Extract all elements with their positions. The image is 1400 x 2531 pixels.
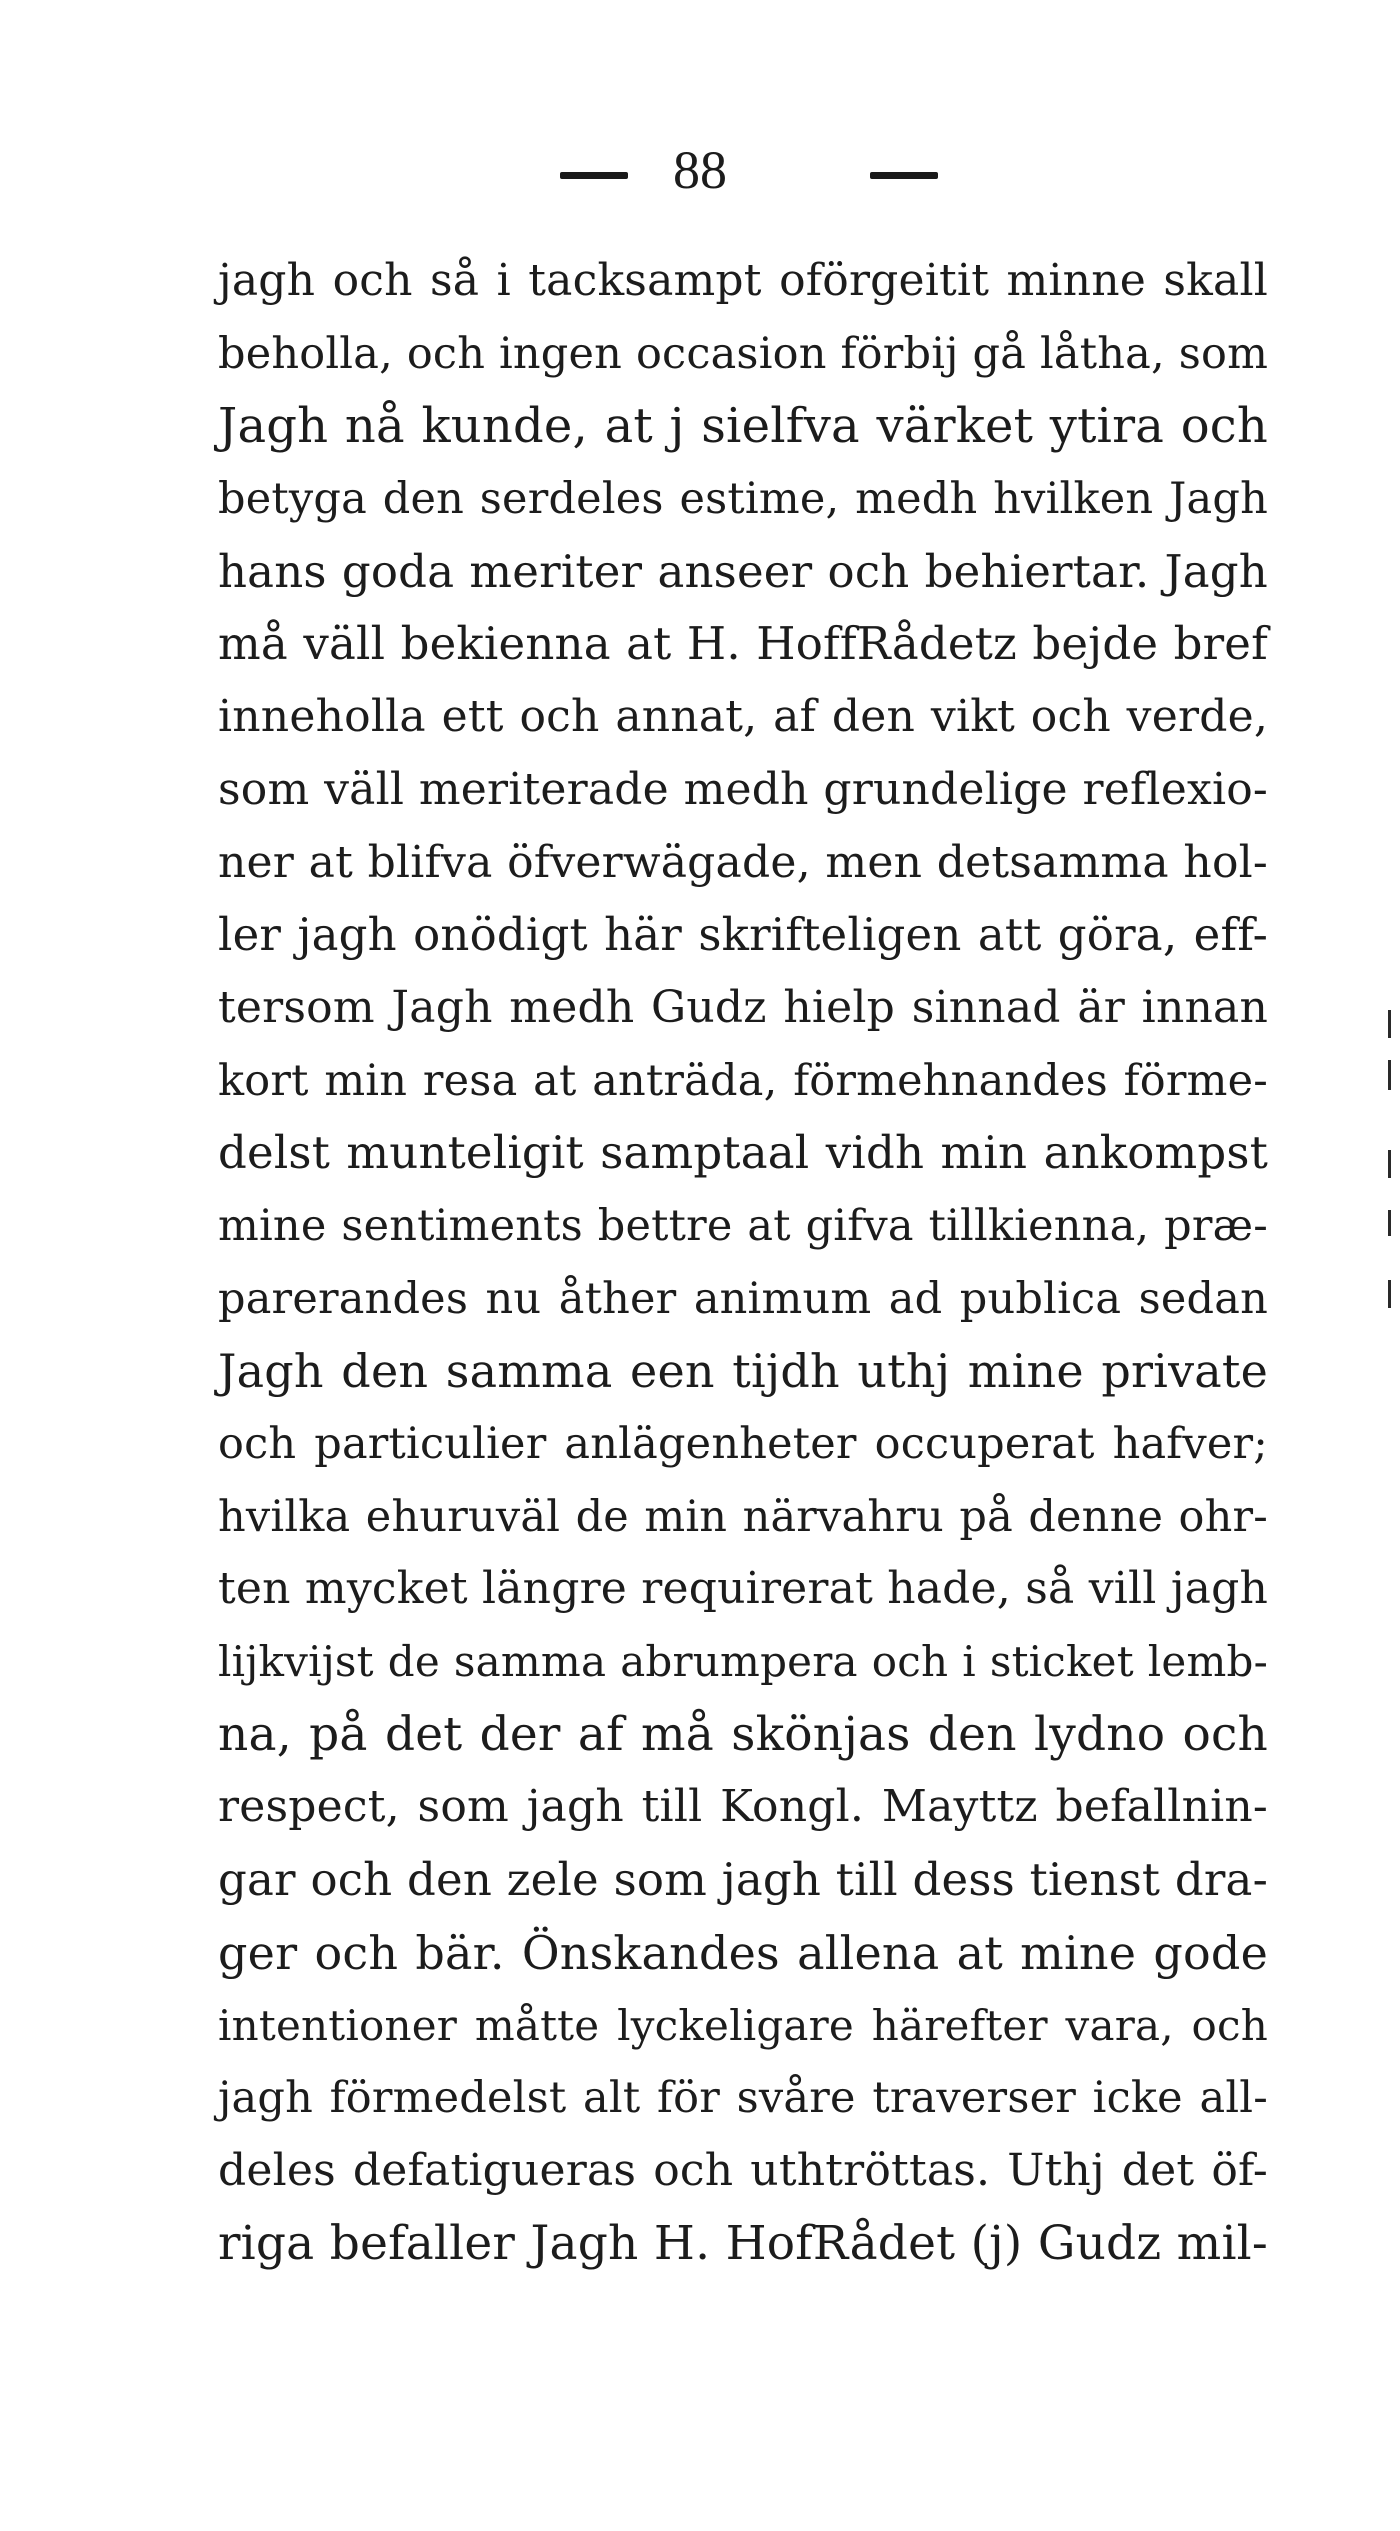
text-line: Jagh den samma een tijdh uthj mine private <box>218 1344 1268 1399</box>
text-line: hans goda meriter anseer och behiertar. Jagh <box>218 544 1268 598</box>
text-line: hvilka ehuruväl de min närvahru på denne ohr- <box>218 1491 1268 1542</box>
text-line: tersom Jagh medh Gudz hielp sinnad är innan <box>218 981 1268 1033</box>
scan-mark <box>1388 1060 1391 1090</box>
text-line: na, på det der af må skönjas den lydno och <box>218 1706 1268 1762</box>
text-line: må väll bekienna at H. HoffRådetz bejde bref <box>218 617 1268 671</box>
header-dash-right <box>870 172 938 179</box>
text-line: och particulier anlägenheter occuperat hafver; <box>218 1419 1268 1469</box>
text-line: mine sentiments bettre at gifva tillkienna, præ- <box>218 1200 1268 1251</box>
text-line: riga befaller Jagh H. HofRådet (j) Gudz mil- <box>218 2215 1268 2271</box>
scan-mark <box>1388 1280 1391 1308</box>
header-dash-left <box>560 172 628 179</box>
scan-mark <box>1388 1150 1391 1178</box>
text-line: deles defatigueras och uthtröttas. Uthj det öf- <box>218 2144 1268 2196</box>
body-text <box>218 245 1268 2280</box>
text-line: intentioner måtte lyckeligare härefter vara, och <box>218 2000 1268 2050</box>
scan-mark <box>1388 1010 1391 1038</box>
text-line: kort min resa at anträda, förmehnandes förme- <box>218 1055 1268 1106</box>
text-line: ger och bär. Önskandes allena at mine gode <box>218 1925 1268 1980</box>
text-line: beholla, och ingen occasion förbij gå låtha, som <box>218 328 1269 379</box>
page-header <box>0 140 1400 200</box>
text-line: ner at blifva öfverwägade, men detsamma hol- <box>218 836 1268 888</box>
scan-mark <box>1388 1210 1391 1236</box>
text-line: parerandes nu åther animum ad publica sedan <box>218 1273 1268 1324</box>
text-line: jagh förmedelst alt för svåre traverser icke all- <box>218 2073 1268 2124</box>
text-line: jagh och så i tacksampt oförgeitit minne skall <box>218 255 1268 306</box>
text-line: inneholla ett och annat, af den vikt och verde, <box>218 691 1268 743</box>
text-line: som väll meriterade medh grundelige reflexio- <box>218 763 1268 815</box>
text-line: betyga den serdeles estime, medh hvilken Jagh <box>218 474 1268 525</box>
text-line: ler jagh onödigt här skrifteligen att göra, eff- <box>218 908 1268 962</box>
page-number: 88 <box>673 140 727 200</box>
text-line: respect, som jagh till Kongl. Mayttz befallnin- <box>218 1781 1268 1833</box>
text-line: delst munteligit samptaal vidh min ankompst <box>218 1126 1268 1180</box>
text-line: gar och den zele som jagh till dess tienst dra- <box>218 1853 1268 1907</box>
text-line: ten mycket längre requirerat hade, så vill jagh <box>218 1563 1268 1615</box>
text-line: lijkvijst de samma abrumpera och i sticket lemb- <box>218 1637 1268 1687</box>
text-line: Jagh nå kunde, at j sielfva värket ytira och <box>218 398 1268 455</box>
